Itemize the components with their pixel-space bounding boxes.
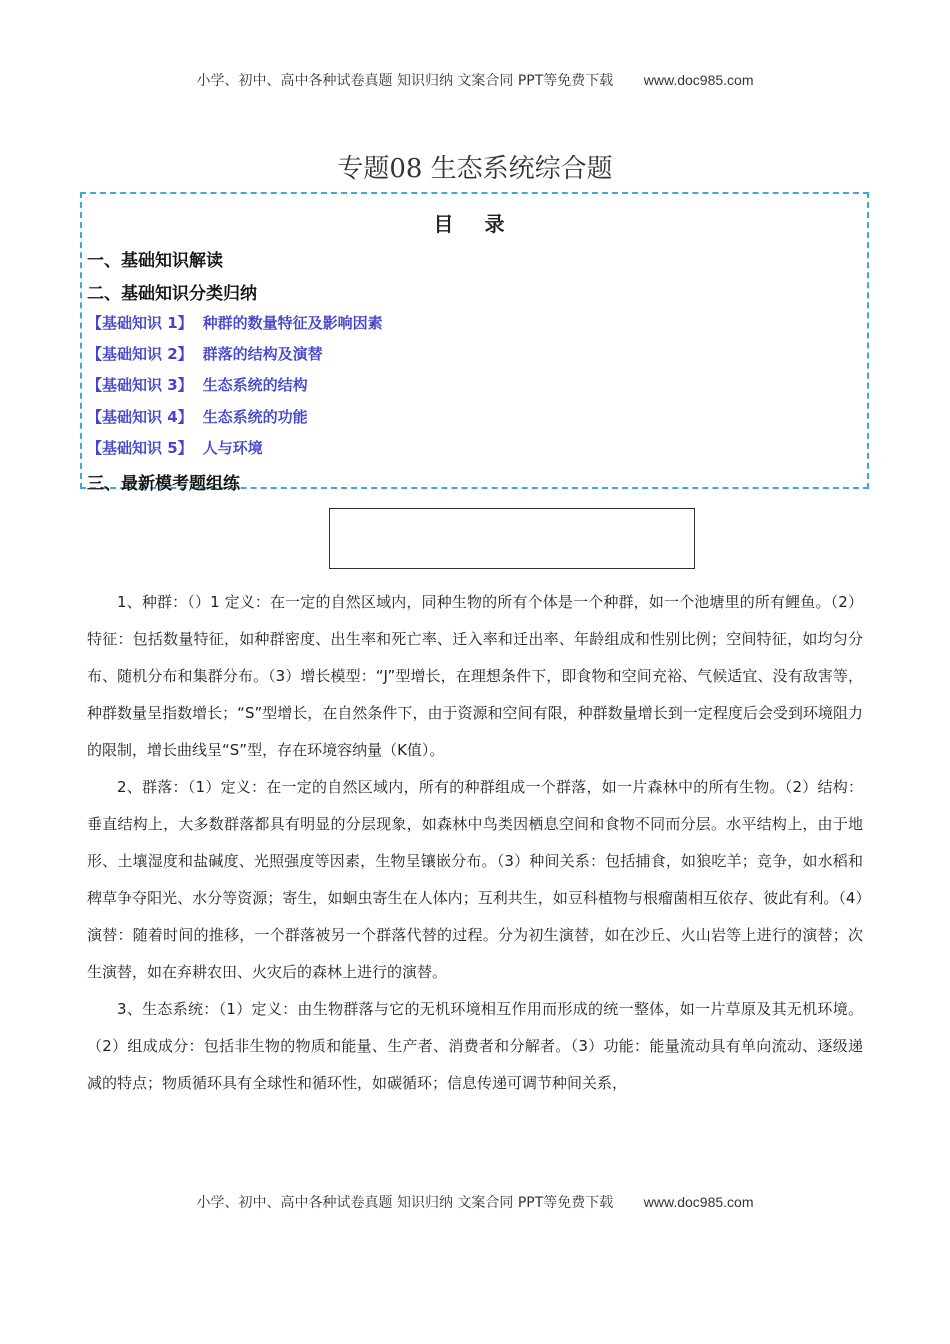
toc-item-basic-knowledge[interactable] <box>87 246 223 271</box>
page-header <box>0 70 950 90</box>
page-footer <box>0 1192 950 1212</box>
toc-item-knowledge-1[interactable] <box>87 312 383 333</box>
toc-item-tag: 【基础知识 1】 <box>87 314 193 332</box>
header-text: 小学、初中、高中各种试卷真题 知识归纳 文案合同 PPT等免费下载 <box>196 73 614 89</box>
toc-item-label: 三、最新模考题组练 <box>87 474 240 494</box>
paragraph-ecosystem: 3、生态系统：（1）定义：由生物群落与它的无机环境相互作用而形成的统一整体，如一片草原及其无机环境。（2）组成成分：包括非生物的物质和能量、生产者、消费者和分解者。（3）功能：能量流动具有单向流动、逐级递减的特点；物质循环具有全球性和循环性，如碳循环；信息传递可调节种间关系， <box>87 1000 863 1092</box>
toc-item-classification[interactable] <box>87 279 257 304</box>
toc-item-label: 生态系统的功能 <box>202 408 308 426</box>
toc-item-label: 生态系统的结构 <box>202 376 308 394</box>
footer-site-link[interactable]: www.doc985.com <box>643 1194 754 1210</box>
footer-text: 小学、初中、高中各种试卷真题 知识归纳 文案合同 PPT等免费下载 <box>196 1195 614 1211</box>
toc-item-knowledge-5[interactable] <box>87 437 263 458</box>
paragraph-population: 1、种群：（）1 定义：在一定的自然区域内，同种生物的所有个体是一个种群，如一个池塘里的所有鲤鱼。（2）特征：包括数量特征，如种群密度、出生率和死亡率、迁入率和迁出率、年龄组成和性别比例；空间特征，如均匀分布、随机分布和集群分布。（3）增长模型：“J”型增长，在理想条件下，即食物和空间充裕、气候适宜、没有敌害等，种群数量呈指数增长；“S”型增长，在自然条件下，由于资源和空间有限，种群数量增长到一定程度后会受到环境阻力的限制，增长曲线呈“S”型，存在环境容纳量（K值）。 <box>87 593 863 759</box>
toc-item-tag: 【基础知识 3】 <box>87 376 193 394</box>
page-title: 专题08 生态系统综合题 <box>337 154 613 184</box>
section-label-box <box>329 508 695 569</box>
toc-item-tag: 【基础知识 5】 <box>87 439 193 457</box>
paragraph-community: 2、群落：（1）定义：在一定的自然区域内，所有的种群组成一个群落，如一片森林中的所有生物。（2）结构：垂直结构上，大多数群落都具有明显的分层现象，如森林中鸟类因栖息空间和食物不同而分层。水平结构上，由于地形、土壤湿度和盐碱度、光照强度等因素，生物呈镶嵌分布。（3）种间关系：包括捕食，如狼吃羊；竞争，如水稻和稗草争夺阳光、水分等资源；寄生，如蛔虫寄生在人体内；互利共生，如豆科植物与根瘤菌相互依存、彼此有利。（4）演替：随着时间的推移，一个群落被另一个群落代替的过程。分为初生演替，如在沙丘、火山岩等上进行的演替；次生演替，如在弃耕农田、火灾后的森林上进行的演替。 <box>87 778 863 981</box>
toc-heading: 目 录 <box>433 212 517 236</box>
toc-item-tag: 【基础知识 4】 <box>87 408 193 426</box>
toc-item-tag: 【基础知识 2】 <box>87 345 193 363</box>
toc-item-label: 人与环境 <box>202 439 263 457</box>
toc-item-knowledge-2[interactable] <box>87 343 323 364</box>
toc-item-label: 一、基础知识解读 <box>87 251 223 271</box>
toc-item-knowledge-3[interactable] <box>87 374 308 395</box>
toc-item-label: 种群的数量特征及影响因素 <box>202 314 383 332</box>
toc-item-knowledge-4[interactable] <box>87 406 308 427</box>
header-site-link[interactable]: www.doc985.com <box>643 72 754 88</box>
toc-item-label: 二、基础知识分类归纳 <box>87 284 257 304</box>
toc-item-mock-exams[interactable] <box>87 469 240 494</box>
content-body <box>87 584 863 1102</box>
toc-item-label: 群落的结构及演替 <box>202 345 323 363</box>
